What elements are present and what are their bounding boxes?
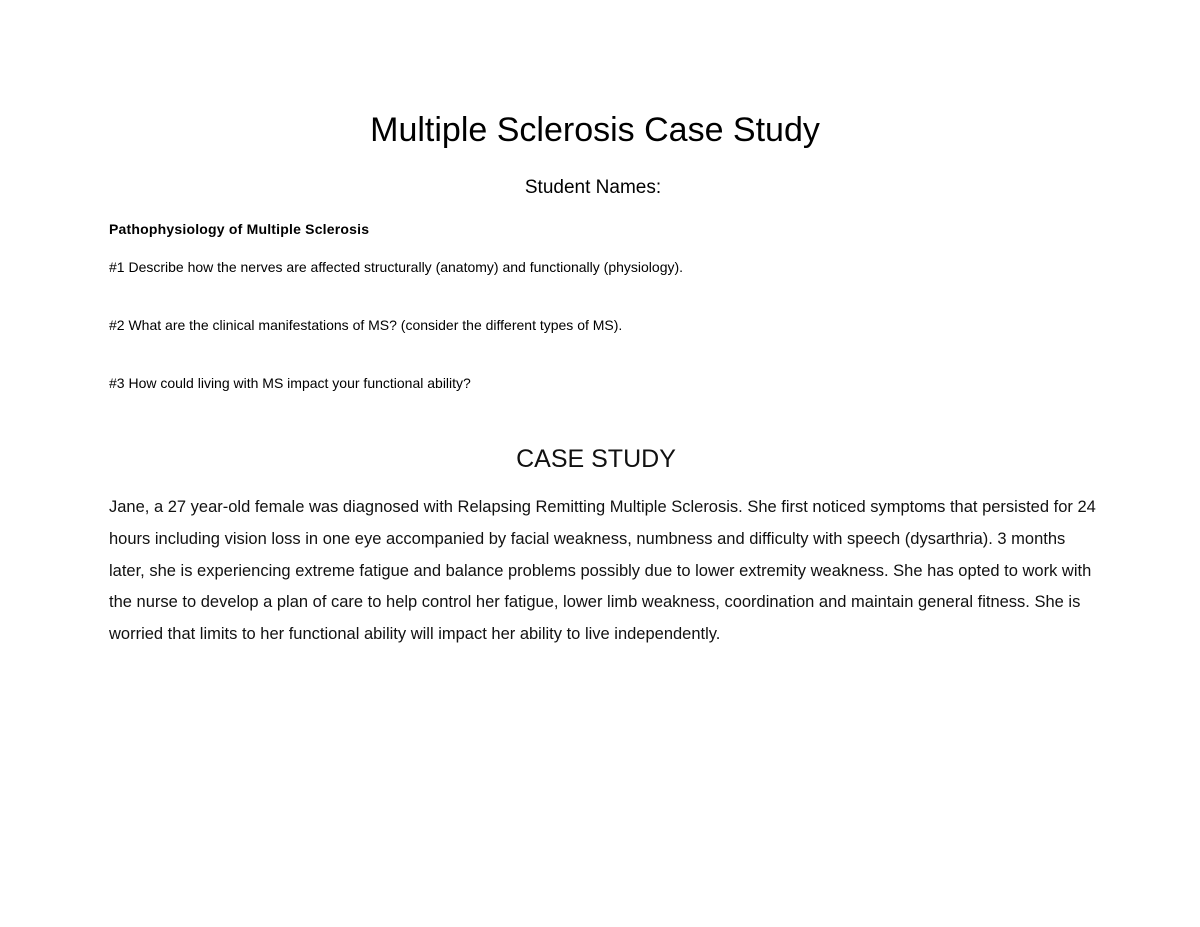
case-study-text: Jane, a 27 year-old female was diagnosed with Relapsing Remitting Multiple Sclerosis. She first noticed symptoms that persisted for 24 hours including vision loss in one eye accompanied by facial weakness, numbness and difficulty with speech (dysarthria). 3 months later, she is experiencing extreme fatigue and balance problems possibly due to lower extremity weakness. She has opted to work with the nurse to develop a plan of care to help control her fatigue, lower limb weakness, coordination and maintain general fitness. She is worried that limits to her functional ability will impact her ability to live independently. bbox=[109, 498, 1096, 644]
section-heading: Pathophysiology of Multiple Sclerosis bbox=[109, 221, 370, 237]
question-2: #2 What are the clinical manifestations of MS? (consider the different types of MS). bbox=[109, 317, 623, 333]
question-3: #3 How could living with MS impact your functional ability? bbox=[109, 375, 471, 391]
document-title: Multiple Sclerosis Case Study bbox=[370, 111, 820, 149]
question-1: #1 Describe how the nerves are affected structurally (anatomy) and functionally (physiology). bbox=[109, 259, 684, 275]
student-names-label: Student Names: bbox=[524, 177, 662, 198]
case-study-heading: CASE STUDY bbox=[516, 445, 676, 473]
